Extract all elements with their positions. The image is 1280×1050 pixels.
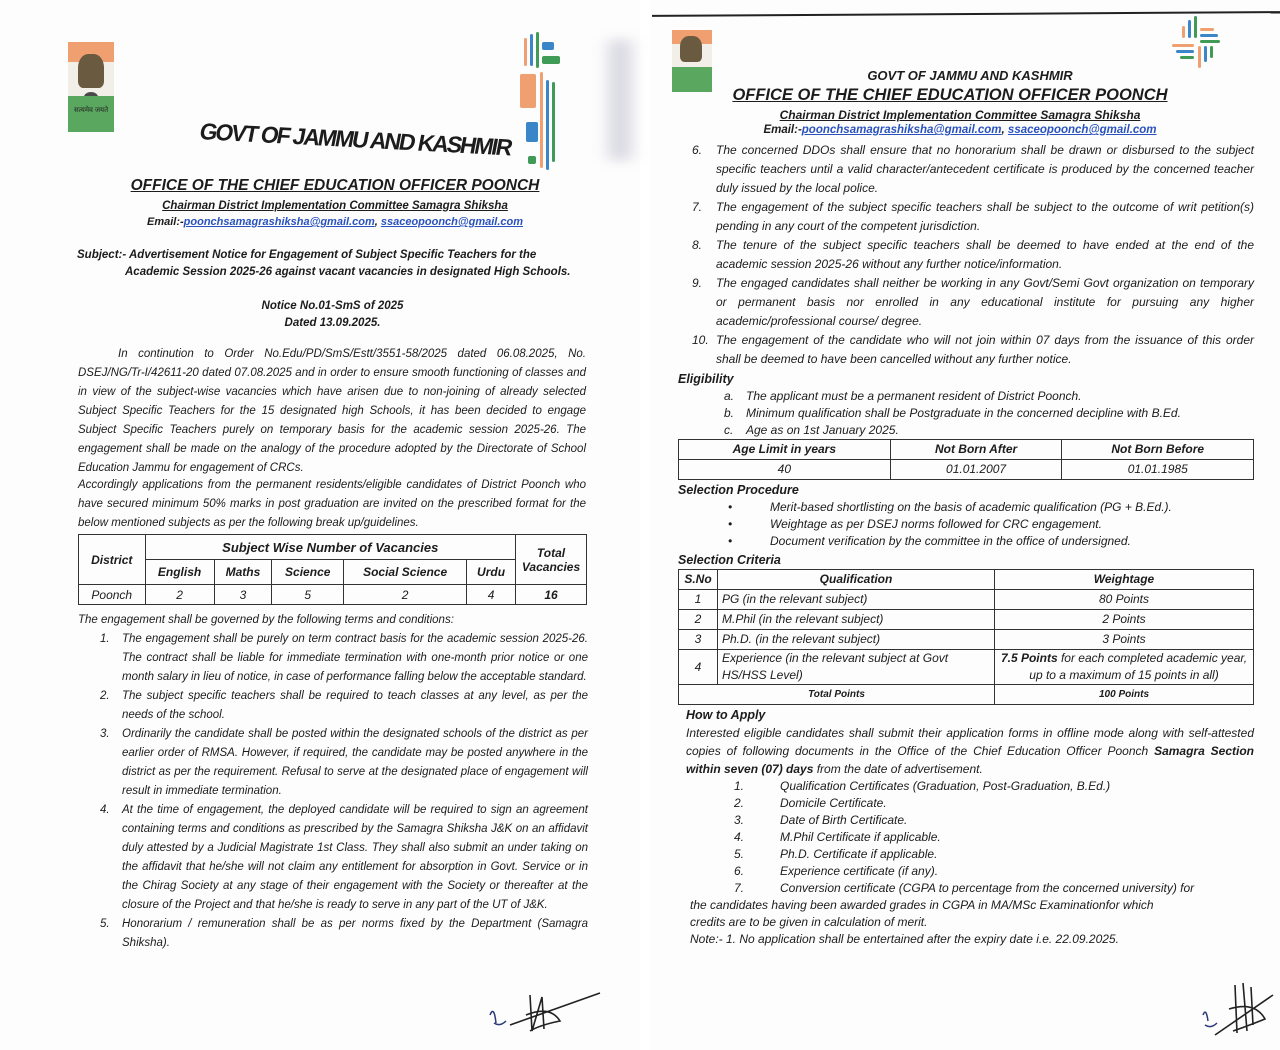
term-item: 2. The subject specific teachers shall be required to teach classes at any level, as per the needs of the school. <box>100 690 588 721</box>
header-subject-group: Subject Wise Number of Vacancies <box>145 535 516 560</box>
committee-title: Chairman District Implementation Committee Samagra Shiksha <box>779 108 1141 122</box>
email-link-2[interactable]: ssaceopoonch@gmail.com <box>380 216 524 228</box>
cell-weightage: 7.5 Points for each completed academic year, up to a maximum of 15 points in all) <box>995 650 1254 685</box>
committee-title: Chairman District Implementation Committee Samagra Shiksha <box>162 200 508 212</box>
header-not-born-after: Not Born After <box>890 440 1062 460</box>
cell-weightage: 2 Points <box>995 610 1254 630</box>
email-link-1[interactable]: poonchsamagrashiksha@gmail.com <box>801 124 1002 136</box>
how-to-apply-heading: How to Apply <box>686 708 766 722</box>
term-item: 8. The tenure of the subject specific teachers shall be deemed to have ended at the end of the academic session 2025-26 without any further notice/information. <box>692 238 1254 271</box>
selection-procedure-heading: Selection Procedure <box>678 483 799 497</box>
term-item: 1. The engagement shall be purely on term contract basis for the academic session 2025-26. The contract shall be liable for immediate termination with one-month prior notice or one month salary in lieu of notice, in case of performance falling below the acceptable standard. <box>100 633 588 683</box>
how-to-apply-paragraph: Interested eligible candidates shall submit their application forms in offline mode along with self-attested copies of following documents in the Office of the Chief Education Officer Poonch Samagra Section within seven (07) days from the date of advertisement. <box>686 726 1255 776</box>
cell-value: 2 <box>145 585 214 605</box>
table-row <box>679 610 1254 630</box>
samagra-shiksha-logo-icon <box>1168 16 1228 72</box>
document-item: 1. Qualification Certificates (Graduation, Post-Graduation, B.Ed.) <box>734 779 1111 793</box>
header-subject: English <box>145 560 214 585</box>
terms-intro: The engagement shall be governed by the following terms and conditions: <box>78 614 454 626</box>
table-row <box>679 630 1254 650</box>
procedure-item: • Weightage as per DSEJ norms followed for CRC engagement. <box>728 517 1102 531</box>
table-row <box>679 590 1254 610</box>
vacancy-table <box>78 534 587 605</box>
procedure-item: • Document verification by the committee in the office of undersigned. <box>728 534 1131 548</box>
govt-title: GOVT OF JAMMU AND KASHMIR <box>867 68 1073 83</box>
header-age-limit: Age Limit in years <box>679 440 891 460</box>
table-row-total <box>679 685 1254 705</box>
table-row <box>79 585 587 605</box>
cell-value: 5 <box>272 585 344 605</box>
govt-title: GOVT OF JAMMU AND KASHMIR <box>197 118 514 161</box>
header-qualification: Qualification <box>718 570 995 590</box>
age-limit-table <box>678 439 1254 480</box>
intro-paragraph: In continution to Order No.Edu/PD/SmS/Estt/3551-58/2025 dated 06.08.2025, No. DSEJ/NG/Tr-I/42611-20 dated 07.08.2025 and in order to ensure smooth functioning of classes and in view of the subject-wise vacancies which have arisen due to non-joining of already selected Subject Specific Teachers for the 15 designated high Schools, it has been decided to engage Subject Specific Teachers purely on temporary basis for the academic session 2025-26. The engagement shall be made on the analogy of the procedure adopted by the Directorate of School Education Jammu for engagement of CRCs. <box>78 348 586 474</box>
notice-page-2 <box>650 0 1280 1050</box>
cell-qualification: PG (in the relevant subject) <box>718 590 995 610</box>
cell-value: 2 <box>344 585 467 605</box>
term-item: 3. Ordinarily the candidate shall be posted within the designated schools of the district as per earlier order of RMSA. However, if required, the candidate may be posted anywhere in the district as per the requirement. Refusal to serve at the designated place of engagement will result in immediate termination. <box>100 728 588 797</box>
cell-date: 01.01.1985 <box>1062 460 1254 480</box>
cell-weightage: 80 Points <box>995 590 1254 610</box>
email-link-1[interactable]: poonchsamagrashiksha@gmail.com <box>183 216 375 228</box>
signature-icon <box>480 985 610 1045</box>
eligibility-heading: Eligibility <box>678 372 734 386</box>
email-line: Email:-poonchsamagrashiksha@gmail.com, ssaceopoonch@gmail.com <box>763 124 1157 136</box>
cell-sno: 3 <box>679 630 718 650</box>
cell-weightage: 3 Points <box>995 630 1254 650</box>
cell-total: 16 <box>516 585 587 605</box>
table-row <box>679 460 1254 480</box>
document-item: 2. Domicile Certificate. <box>734 796 887 810</box>
document-item: 7. Conversion certificate (CGPA to percentage from the concerned university) for <box>734 881 1195 895</box>
selection-criteria-heading: Selection Criteria <box>678 553 781 567</box>
eligibility-item: a. The applicant must be a permanent resident of District Poonch. <box>724 389 1082 403</box>
cell-age: 40 <box>679 460 891 480</box>
subject-block: Subject:- Advertisement Notice for Engagement of Subject Specific Teachers for the Academic Session 2025-26 against vacant vacancies in designated High Schools. <box>77 249 571 278</box>
term-item: 6. The concerned DDOs shall ensure that no honorarium shall be drawn or disbursed to the subject specific teachers until a valid character/antecedent certificate is produced by the concerned teacher duly issued by the local police. <box>692 143 1254 195</box>
eligibility-list <box>678 388 1254 439</box>
cell-date: 01.01.2007 <box>890 460 1062 480</box>
header-subject: Urdu <box>467 560 516 585</box>
signature-icon <box>1195 975 1275 1045</box>
document-item: 6. Experience certificate (if any). <box>734 864 939 878</box>
cell-total-label: Total Points <box>679 685 995 705</box>
terms-list-left <box>100 630 588 953</box>
header-subject: Social Science <box>344 560 467 585</box>
page-2-body <box>678 141 1254 948</box>
email-line: Email:-poonchsamagrashiksha@gmail.com, ssaceopoonch@gmail.com <box>146 216 524 228</box>
term-item: 5. Honorarium / remuneration shall be as per norms fixed by the Department (Samagra Shiksha). <box>100 918 588 949</box>
cell-qualification: M.Phil (in the relevant subject) <box>718 610 995 630</box>
header-subject: Science <box>272 560 344 585</box>
header-district: District <box>79 535 146 585</box>
eligibility-item: c. Age as on 1st January 2025. <box>724 423 899 437</box>
header-total: Total Vacancies <box>516 535 587 585</box>
cell-sno: 4 <box>679 650 718 685</box>
email-link-2[interactable]: ssaceopoonch@gmail.com <box>1007 124 1157 136</box>
document-item: 3. Date of Birth Certificate. <box>734 813 908 827</box>
header-sno: S.No <box>679 570 718 590</box>
term-item: 10. The engagement of the candidate who will not join within 07 days from the issuance of this order shall be deemed to have been cancelled without any further notice. <box>692 333 1254 366</box>
terms-list-right <box>678 141 1254 369</box>
header-not-born-before: Not Born Before <box>1062 440 1254 460</box>
national-emblem-icon <box>672 30 712 92</box>
cell-qualification: Experience (in the relevant subject at Govt HS/HSS Level) <box>718 650 995 685</box>
cell-value: 4 <box>467 585 516 605</box>
term-item: 7. The engagement of the subject specific teachers shall be subject to the outcome of writ petition(s) pending in any court of the competent jurisdiction. <box>692 200 1254 233</box>
cell-district: Poonch <box>79 585 146 605</box>
documents-list <box>678 778 1254 897</box>
cell-total-value: 100 Points <box>995 685 1254 705</box>
cell-sno: 2 <box>679 610 718 630</box>
term-item: 9. The engaged candidates shall neither be working in any Govt/Semi Govt organization on temporary or permanent basis nor enrolled in any educational institute for pursuing any higher academic/professional course/ degree. <box>692 276 1254 328</box>
document-item: 5. Ph.D. Certificate if applicable. <box>734 847 938 861</box>
document-7-continuation: the candidates having been awarded grades in CGPA in MA/MSc Examinationfor which credits are to be given in calculation of merit. <box>690 898 1154 929</box>
national-emblem-icon: सत्यमेव जयते <box>68 42 114 132</box>
term-item: 4. At the time of engagement, the deployed candidate will be required to sign an agreement containing terms and conditions as prescribed by the Samagra Shiksha J&K on an affidavit duly attested by a Judicial Magistrate 1st Class. They shall also submit an under taking on the affidavit that he/she will not claim any entitlement for absorption in Govt. Service or in the Chirag Society at any stage of their engagement with the Society or thereafter at the closure of the Project and that he/she is ready to serve in any part of the UT of J&K. <box>100 804 588 911</box>
procedure-item: • Merit-based shortlisting on the basis of academic qualification (PG + B.Ed.). <box>728 500 1172 514</box>
notice-number-block: Notice No.01-SmS of 2025 Dated 13.09.2025. <box>261 300 404 329</box>
cell-value: 3 <box>214 585 272 605</box>
table-row <box>679 650 1254 685</box>
document-item: 4. M.Phil Certificate if applicable. <box>734 830 941 844</box>
selection-procedure-list <box>678 499 1254 550</box>
header-weightage: Weightage <box>995 570 1254 590</box>
header-subject: Maths <box>214 560 272 585</box>
eligibility-item: b. Minimum qualification shall be Postgraduate in the concerned decipline with B.Ed. <box>724 406 1181 420</box>
office-title: OFFICE OF THE CHIEF EDUCATION OFFICER POONCH <box>130 177 540 194</box>
office-title: OFFICE OF THE CHIEF EDUCATION OFFICER POONCH <box>732 86 1168 104</box>
cell-sno: 1 <box>679 590 718 610</box>
scan-shadow <box>600 40 640 160</box>
invitation-paragraph: Accordingly applications from the permanent residents/eligible candidates of District Poonch who have secured minimum 50% marks in post graduation are invited on the prescribed format for the below mentioned subjects as per the following break up/guidelines. <box>78 479 586 529</box>
selection-criteria-table <box>678 569 1254 705</box>
samagra-shiksha-logo-icon <box>520 30 560 170</box>
note-expiry: Note:- 1. No application shall be entertained after the expiry date i.e. 22.09.2025. <box>690 932 1119 946</box>
cell-qualification: Ph.D. (in the relevant subject) <box>718 630 995 650</box>
